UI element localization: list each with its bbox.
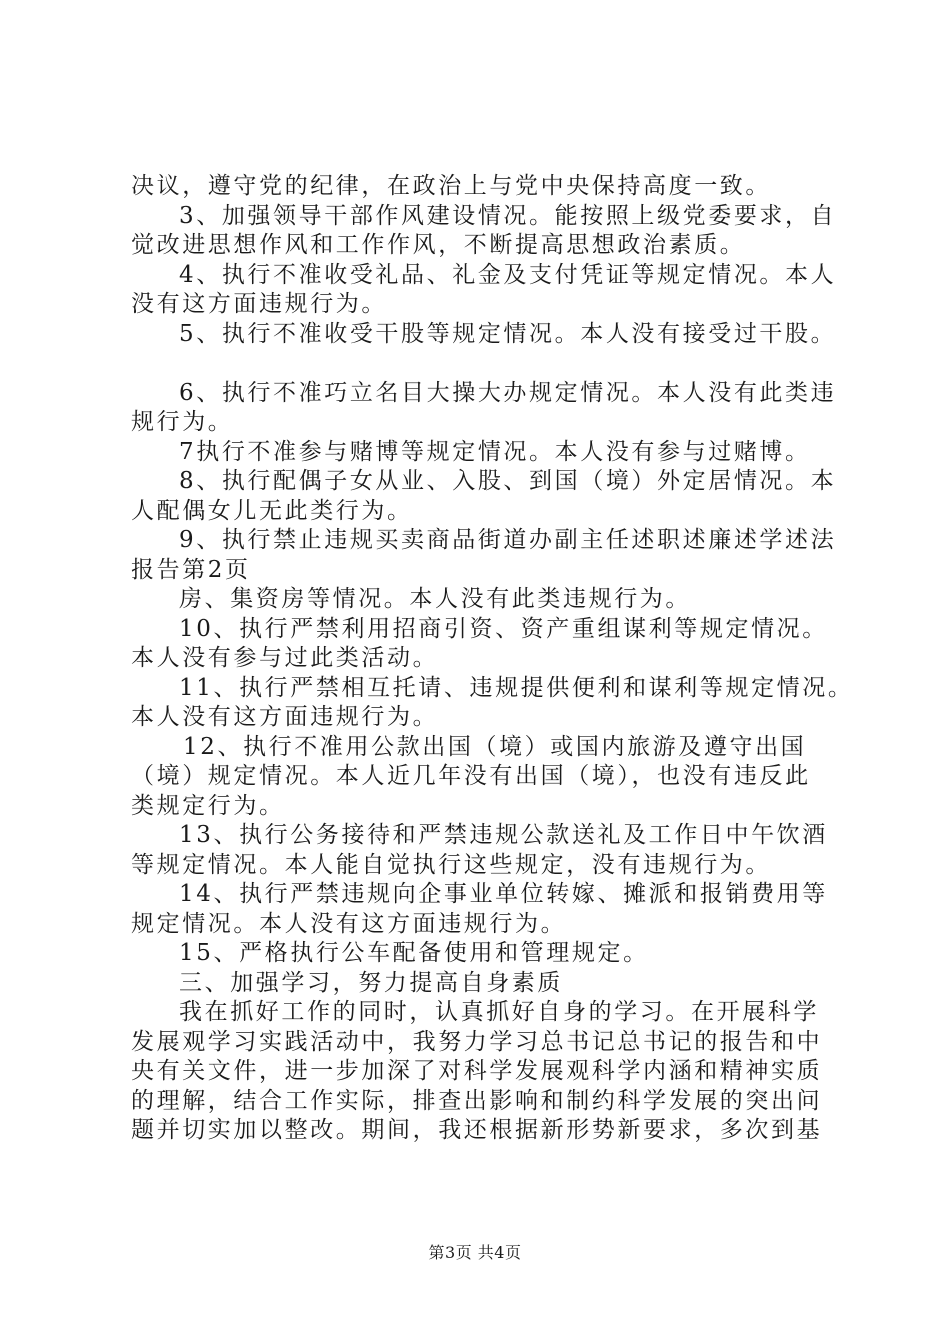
text-line: 12、执行不准用公款出国（境）或国内旅游及遵守出国 xyxy=(183,733,807,760)
document-body xyxy=(131,172,854,1146)
text-line: 房、集资房等情况。本人没有此类违规行为。 xyxy=(179,586,691,612)
text-line: 没有这方面违规行为。 xyxy=(131,291,387,317)
text-line: 类规定行为。 xyxy=(131,792,285,819)
text-line: 9、执行禁止违规买卖商品街道办副主任述职述廉述学述法 xyxy=(179,527,837,553)
text-line: 15、严格执行公车配备使用和管理规定。 xyxy=(179,940,649,966)
text-line: 觉改进思想作风和工作作风，不断提高思想政治素质。 xyxy=(131,232,746,258)
text-line: 14、执行严禁违规向企事业单位转嫁、摊派和报销费用等 xyxy=(179,881,828,907)
text-line: 我在抓好工作的同时，认真抓好自身的学习。在开展科学 xyxy=(179,999,819,1025)
text-line: 本人没有这方面违规行为。 xyxy=(131,704,439,730)
text-line: 央有关文件，进一步加深了对科学发展观科学内涵和精神实质 xyxy=(131,1058,823,1084)
text-line: 6、执行不准巧立名目大操大办规定情况。本人没有此类违 xyxy=(179,379,837,406)
text-line: 人配偶女儿无此类行为。 xyxy=(131,497,413,524)
text-line: 13、执行公务接待和严禁违规公款送礼及工作日中午饮酒 xyxy=(179,822,828,848)
text-line: 10、执行严禁利用招商引资、资产重组谋利等规定情况。 xyxy=(179,615,828,642)
text-line: 4、执行不准收受礼品、礼金及支付凭证等规定情况。本人 xyxy=(179,261,837,288)
text-line: 规行为。 xyxy=(131,409,234,435)
text-line: 本人没有参与过此类活动。 xyxy=(131,645,439,671)
page-number: 第3页 共4页 xyxy=(428,1243,522,1262)
text-line: （境）规定情况。本人近几年没有出国（境），也没有违反此 xyxy=(131,763,811,789)
text-line: 题并切实加以整改。期间，我还根据新形势新要求，多次到基 xyxy=(131,1117,823,1143)
text-line: 发展观学习实践活动中，我努力学习总书记总书记的报告和中 xyxy=(131,1028,823,1055)
text-line: 8、执行配偶子女从业、入股、到国（境）外定居情况。本 xyxy=(179,468,837,494)
text-line: 11、执行严禁相互托请、违规提供便利和谋利等规定情况。 xyxy=(179,674,854,701)
text-line: 规定情况。本人没有这方面违规行为。 xyxy=(131,910,567,937)
text-line: 5、执行不准收受干股等规定情况。本人没有接受过干股。 xyxy=(179,320,837,347)
text-line: 报告第2页 xyxy=(131,556,251,583)
text-line: 等规定情况。本人能自觉执行这些规定，没有违规行为。 xyxy=(131,851,771,878)
text-line: 的理解，结合工作实际，排查出影响和制约科学发展的突出问 xyxy=(131,1087,823,1114)
text-line: 决议，遵守党的纪律，在政治上与党中央保持高度一致。 xyxy=(131,173,771,199)
text-line: 3、加强领导干部作风建设情况。能按照上级党委要求，自 xyxy=(179,202,837,229)
section-heading: 三、加强学习，努力提高自身素质 xyxy=(179,969,563,996)
blank-line xyxy=(131,349,831,379)
text-line: 7执行不准参与赌博等规定情况。本人没有参与过赌博。 xyxy=(179,438,811,465)
